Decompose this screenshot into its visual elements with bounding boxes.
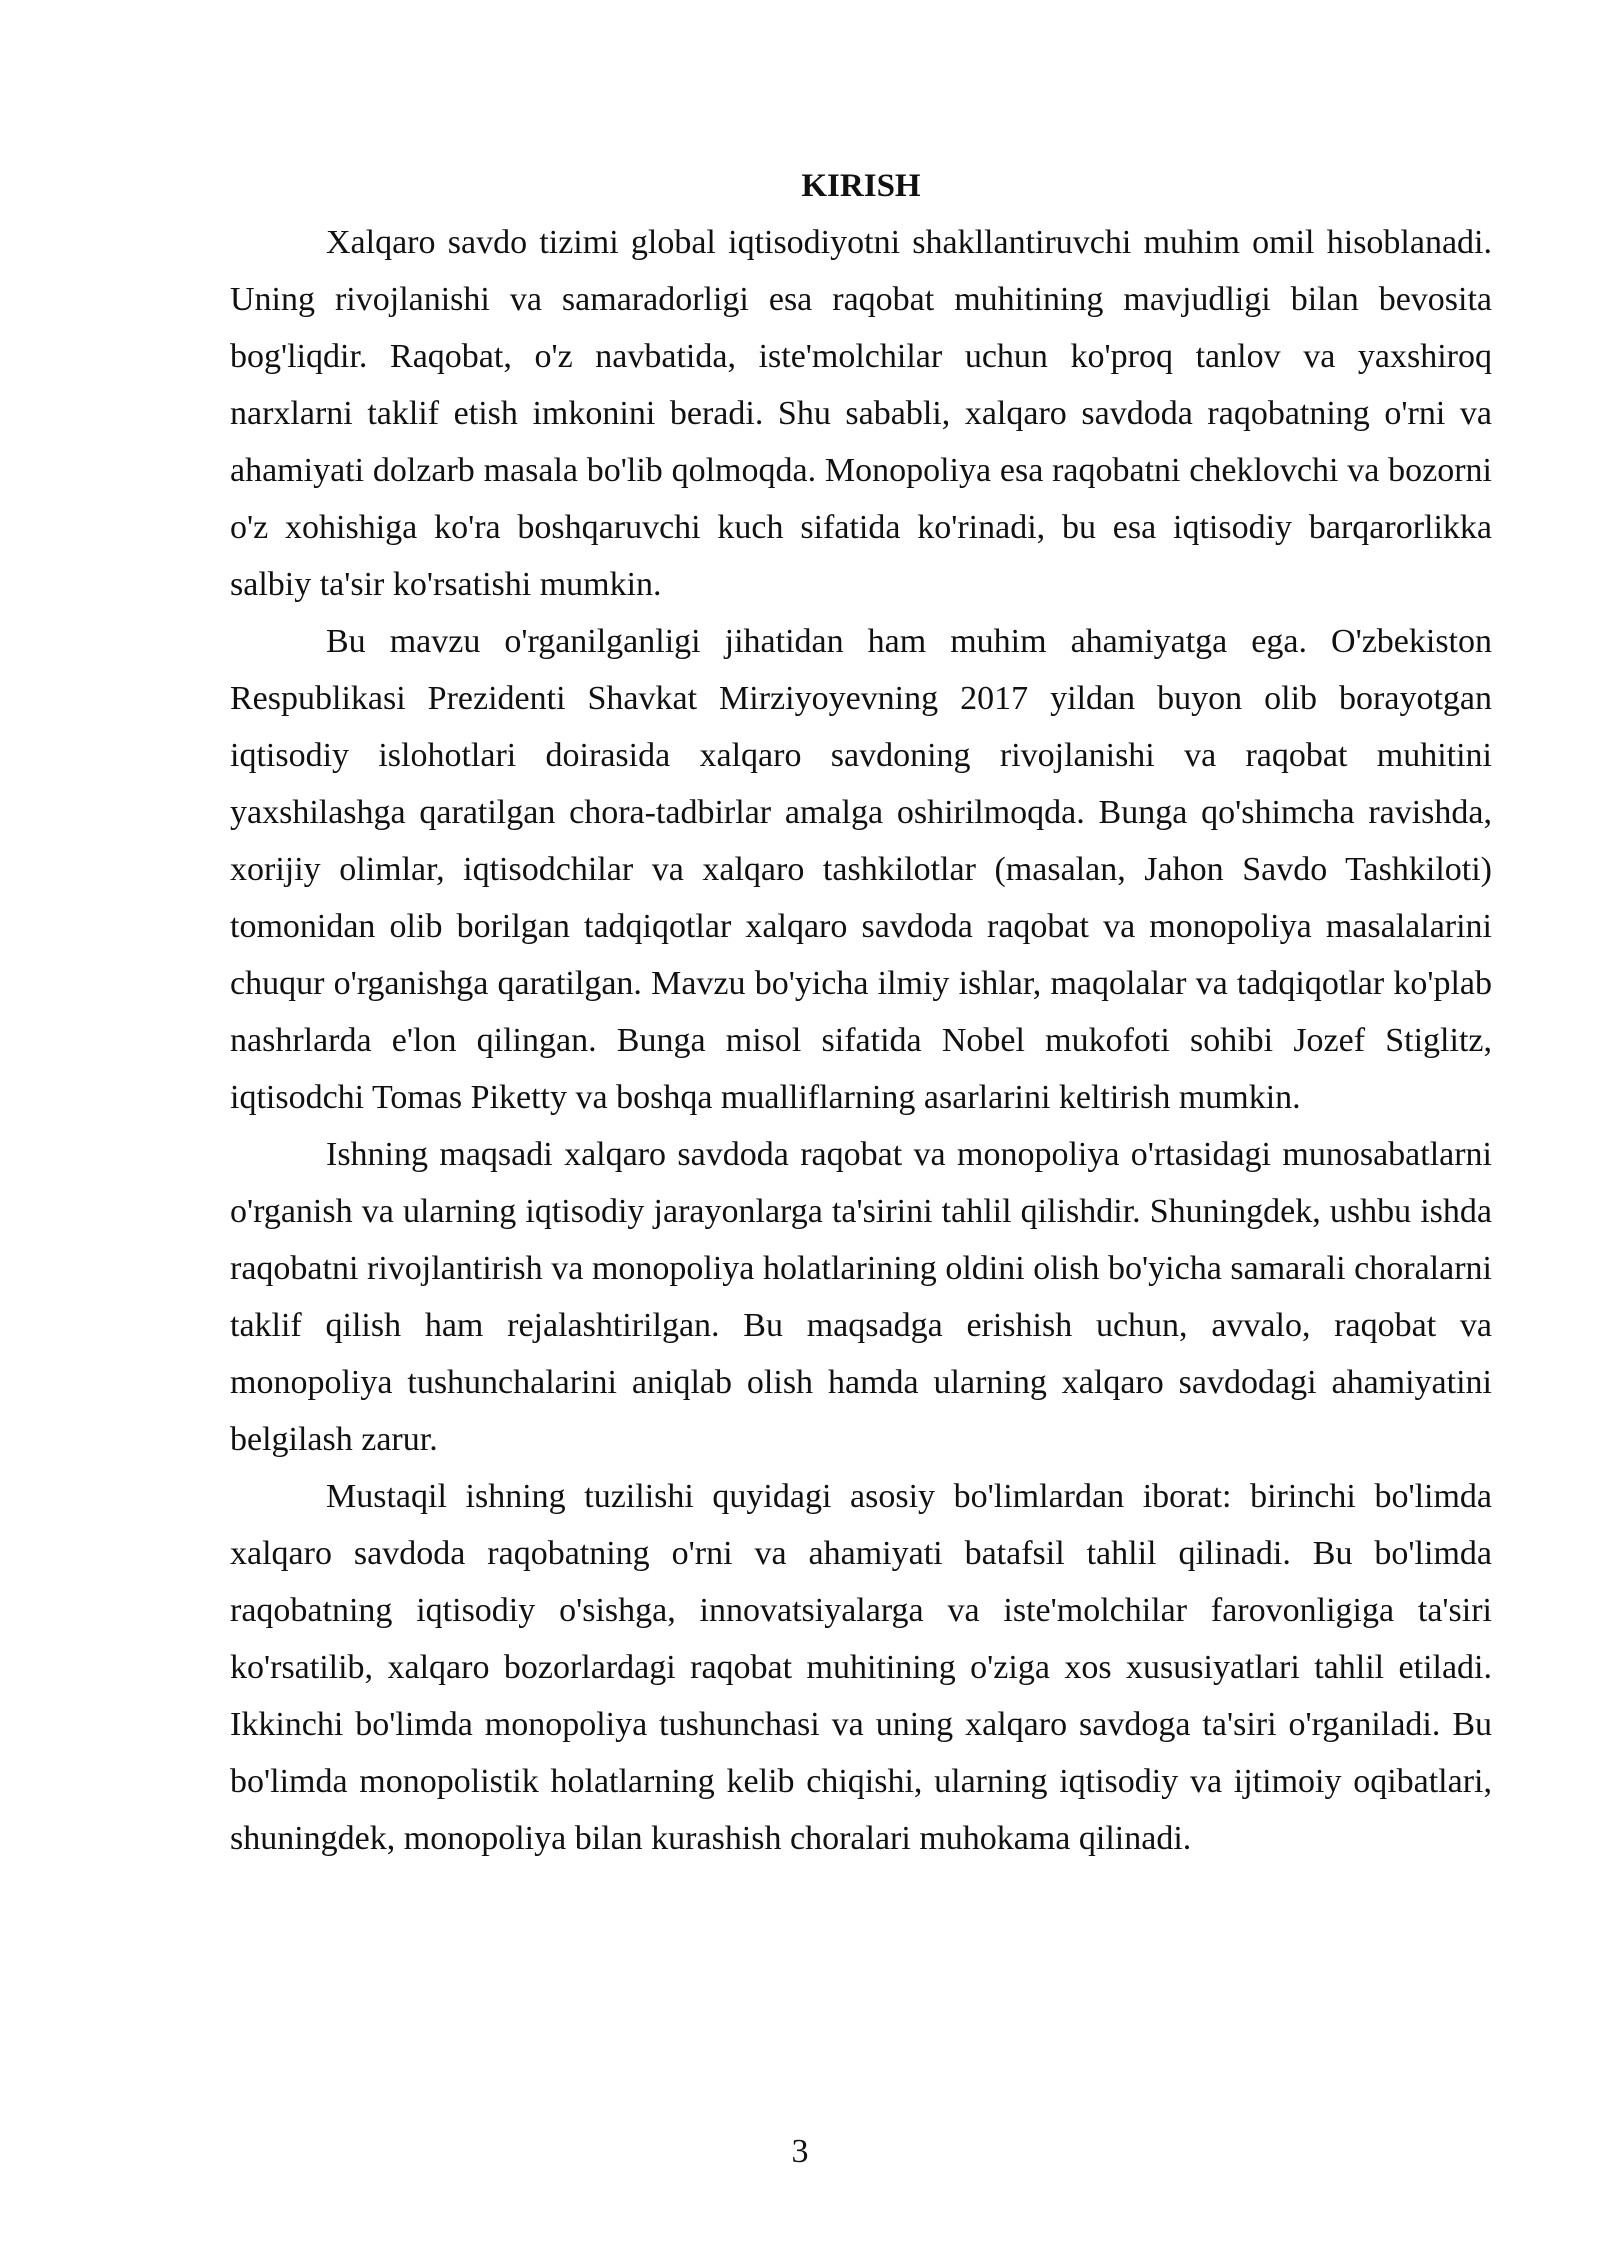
page-number: 3 xyxy=(791,2133,809,2170)
page-content xyxy=(230,158,1492,1867)
section-heading: KIRISH xyxy=(801,168,921,204)
paragraph-purpose: Ishning maqsadi xalqaro savdoda raqobat va monopoliya o'rtasidagi munosabatlarni o'rganish va ularning iqtisodiy jarayonlarga ta'sirini tahlil qilishdir. Shuningdek, ushbu ishda raqobatni rivojlantirish va monopoliya holatlarining oldini olish bo'yicha samarali choralarni taklif qilish ham rejalashtirilgan. Bu maqsadga erishish uchun, avvalo, raqobat va monopoliya tushunchalarini aniqlab olish hamda ularning xalqaro savdodagi ahamiyatini belgilash zarur. xyxy=(230,1136,1492,1458)
paragraph-intro: Xalqaro savdo tizimi global iqtisodiyotni shakllantiruvchi muhim omil hisoblanadi. Uning rivojlanishi va samaradorligi esa raqobat muhitining mavjudligi bilan bevosita bog'liqdir. Raqobat, o'z navbatida, iste'molchilar uchun ko'proq tanlov va yaxshiroq narxlarni taklif etish imkonini beradi. Shu sababli, xalqaro savdoda raqobatning o'rni va ahamiyati dolzarb masala bo'lib qolmoqda. Monopoliya esa raqobatni cheklovchi va bozorni o'z xohishiga ko'ra boshqaruvchi kuch sifatida ko'rinadi, bu esa iqtisodiy barqarorlikka salbiy ta'sir ko'rsatishi mumkin. xyxy=(230,224,1492,603)
paragraph-study-background: Bu mavzu o'rganilganligi jihatidan ham muhim ahamiyatga ega. O'zbekiston Respublikasi Prezidenti Shavkat Mirziyoyevning 2017 yildan buyon olib borayotgan iqtisodiy islohotlari doirasida xalqaro savdoning rivojlanishi va raqobat muhitini yaxshilashga qaratilgan chora-tadbirlar amalga oshirilmoqda. Bunga qo'shimcha ravishda, xorijiy olimlar, iqtisodchilar va xalqaro tashkilotlar (masalan, Jahon Savdo Tashkiloti) tomonidan olib borilgan tadqiqotlar xalqaro savdoda raqobat va monopoliya masalalarini chuqur o'rganishga qaratilgan. Mavzu bo'yicha ilmiy ishlar, maqolalar va tadqiqotlar ko'plab nashrlarda e'lon qilingan. Bunga misol sifatida Nobel mukofoti sohibi Jozef Stiglitz, iqtisodchi Tomas Piketty va boshqa mualliflarning asarlarini keltirish mumkin. xyxy=(230,623,1492,1116)
paragraph-structure: Mustaqil ishning tuzilishi quyidagi asosiy bo'limlardan iborat: birinchi bo'limda xalqaro savdoda raqobatning o'rni va ahamiyati batafsil tahlil qilinadi. Bu bo'limda raqobatning iqtisodiy o'sishga, innovatsiyalarga va iste'molchilar farovonligiga ta'siri ko'rsatilib, xalqaro bozorlardagi raqobat muhitining o'ziga xos xususiyatlari tahlil etiladi. Ikkinchi bo'limda monopoliya tushunchasi va uning xalqaro savdoga ta'siri o'rganiladi. Bu bo'limda monopolistik holatlarning kelib chiqishi, ularning iqtisodiy va ijtimoiy oqibatlari, shuningdek, monopoliya bilan kurashish choralari muhokama qilinadi. xyxy=(230,1478,1492,1857)
